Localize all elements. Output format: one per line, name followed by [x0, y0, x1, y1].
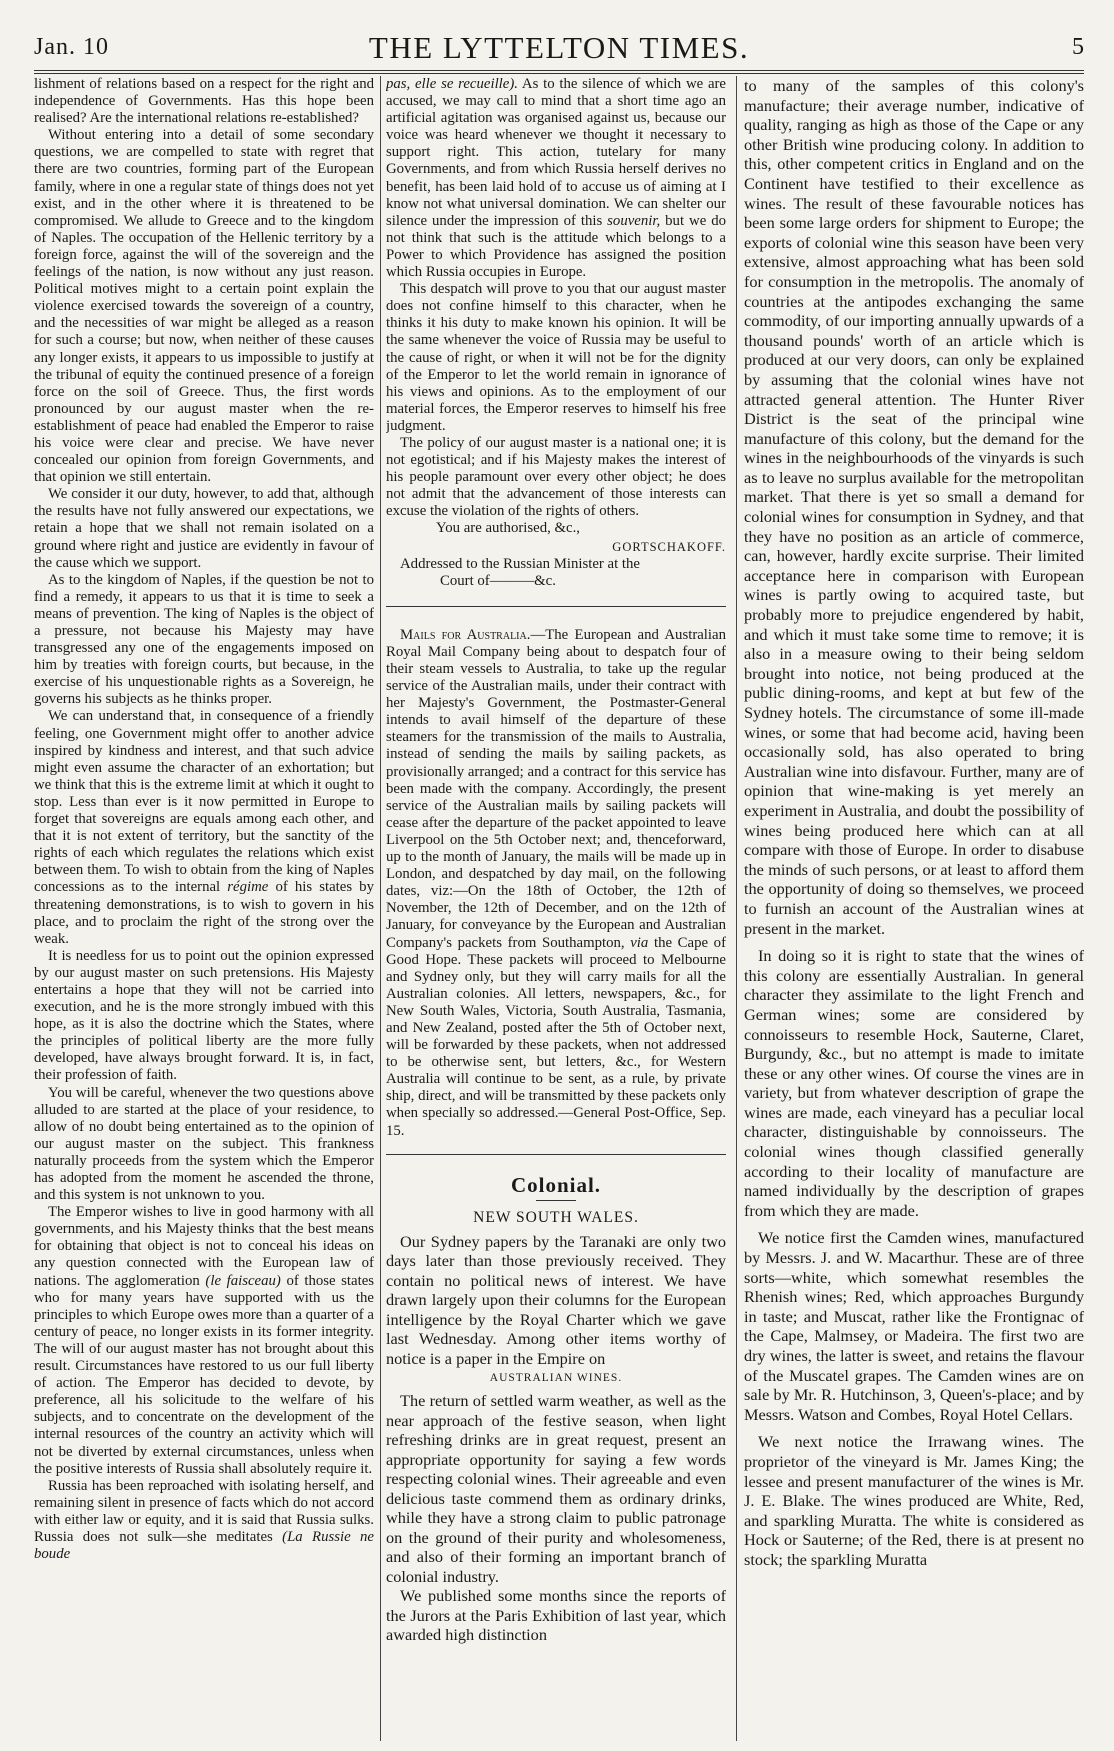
- section-rule: [386, 606, 726, 607]
- paragraph: [386, 627, 726, 1140]
- paragraph: The return of settled warm weather, as well as the near approach of the festive season, when light refreshing drinks are in great request, present an appropriate opportunity for saying a few words respecting colonial wines. Their agreeable and even delicious taste commend them as ordinary drinks, while they have a strong claim to public patronage on the ground of their purity and wholesomeness, and also of their forming an important branch of colonial industry.: [386, 1391, 726, 1586]
- paragraph: The policy of our august master is a national one; it is not egotistical; and if his Majesty makes the interest of his people paramount over every other object; he does not admit that the advancement of those interests can excuse the violation of the rights of others.: [386, 434, 726, 520]
- italic-term: régime: [227, 879, 269, 896]
- italic-term: via: [630, 934, 649, 951]
- column-divider: [736, 76, 737, 1741]
- column-3: [744, 76, 1084, 1746]
- text-run: We can understand that, in consequence of a friendly feeling, one Government might offer to another advice inspired by kindness and interest, and that such advice might even assume the character of an exhortation; but we think that this is the extreme limit at which it ought to stop. Less than ever is it now permitted in Europe to forget that sovereigns are equals among each other, and that it is not extent of territory, but the sanctity of the rights of each which regulates the relations which exist between them. To wish to obtain from the king of Naples concessions as to the internal: [34, 708, 374, 896]
- text-run: of his states by threatening demonstrations, is to wish to govern in his place, and to proclaim the right of the strong over the weak.: [34, 879, 374, 947]
- paragraph: In doing so it is right to state that the wines of this colony are essentially Australian. In general character they assimilate to the light French and German wines; some are considered by connoisseurs to resemble Hock, Sauterne, Claret, Burgundy, &c., but no attempt is made to imitate these or any other wines. Of course the vines are in variety, but from whatever description of grape the wines are made, each vineyard has a peculiar local character, distinguishable by connoisseurs. The colonial wines though classified generally according to their locality of manufacture are named individually by the description of grapes from which they are made.: [744, 946, 1084, 1220]
- paragraph: [34, 708, 374, 947]
- paragraph: Our Sydney papers by the Taranaki are only two days later than those previously received. They contain no political news of interest. We have drawn largely upon their columns for the European intelligence by the Royal Charter which we gave last Wednesday. Among other items worthy of notice is a paper in the Empire on: [386, 1231, 726, 1368]
- paragraph: [34, 1204, 374, 1478]
- page-header: [34, 24, 1084, 70]
- paragraph: to many of the samples of this colony's manufacture; their average number, indicative of quality, ranging as high as those of the Cape or any other British wine producing colony. In addition to this, other competent critics in England and on the Continent have testified to their excellence as wines. The result of these favourable notices has been some large orders for shipment to Europe; the exports of colonial wine this season have been very extensive, almost approaching what has been sold for consumption in the metropolis. The anomaly of countries at the antipodes exchanging the same commodity, of our importing annually upwards of a thousand pounds' worth of an article which is produced at our very doors, can only be explained by assuming that the colonial wines have not attracted general attention. The Hunter River District is the seat of the principal wine manufacture of this colony, but the demand for the wines in the neighbourhoods of the vinyards is such as to leave no surplus available for the metropolitan market. That there is yet so small a demand for colonial wines for consumption in Sydney, and that they have no position as an article of commerce, can, however, hardly excite surprise. Their limited acceptance here in comparison with European wines is partly owing to acquired taste, but probably more to prejudice engendered by habit, and which it must take some time to remove; it is also in a measure owing to their being seldom brought into notice, not being produced at the public dining-rooms, and kept at but few of the Sydney hotels. The circumstance of some ill-made wines, or some that had become acid, having been occasionally sold, has also operated to bring Australian wine into disfavour. Further, many are of opinion that wine-making is yet merely an experiment in Australia, and doubt the possibility of wines being produced here which can at all compare with those of Europe. In order to disabuse the minds of such persons, or at least to afford them the opportunity of doing so themselves, we proceed to furnish an account of the Australian wines at present in the market.: [744, 76, 1084, 938]
- text-run: the Cape of Good Hope. These packets will proceed to Melbourne and Sydney only, but they will carry mails for all the Australian colonies. All letters, newspapers, &c., for New South Wales, Victoria, South Australia, Tasmania, and New Zealand, posted after the 5th of October next, will be forwarded by these packets, when not addressed to be otherwise sent, but letters, &c., for Western Australia will continue to be sent, as a rule, by private ship, direct, and will be transmitted by these packets only when specially so addressed.—General Post-Office, Sep. 15.: [386, 934, 726, 1139]
- address-line: Court of———&c.: [440, 572, 556, 589]
- paragraph: It is needless for us to point out the opinion expressed by our august master on such pretensions. His Majesty entertains a hope that they will not be carried into execution, and he is the more strongly imbued with this hope, as it is also the doctrine which the States, where the principles of political liberty are the more fully developed, have always brought forward. It is, in fact, their profession of faith.: [34, 947, 374, 1084]
- column-2: [386, 76, 726, 1746]
- text-run: —The European and Australian Royal Mail Company being about to despatch four of their steam vessels to Australia, to take up the regular service of the Australian mails, under their contract with her Majesty's Government, the Postmaster-General intends to avail himself of the departure of these steamers for the transmission of the mails to Australia, instead of sending the mails by sailing packets, as provisionally arranged; and a contract for this service has been made with the company. Accordingly, the present service of the Australian mails by sailing packets will cease after the departure of the packet appointed to leave Liverpool on the 5th October next; and, thenceforward, up to the month of January, the mails will be made up in London, and despatched by day mail, on the following dates, viz:—On the 18th of October, the 12th of November, the 12th of December, and on the 12th of January, for conveyance by the European and Australian Company's packets from Southampton,: [386, 626, 726, 951]
- address-line: Addressed to the Russian Minister at the: [400, 555, 641, 572]
- paragraph: We notice first the Camden wines, manufactured by Messrs. J. and W. Macarthur. These are of three sorts—white, which somewhat resembles the Rhenish wines; Red, which approaches Burgundy in taste; and Muscat, rather like the Frontignac of the Cape, Malmsey, or Madeira. The first two are dry wines, the latter is sweet, and retains the flavour of the Muscatel grapes. The Camden wines are on sale by Mr. R. Hutchinson, 3, Queen's-place; and by Messrs. Watson and Combes, Royal Hotel Cellars.: [744, 1228, 1084, 1424]
- issue-date: Jan. 10: [34, 34, 109, 60]
- text-run: Russia has been reproached with isolating herself, and remaining silent in presence of facts which do not accord with either law or equity, and it is said that Russia sulks. Russia does not sulk—she meditates: [34, 1477, 374, 1545]
- paragraph-gap: [744, 1220, 1084, 1228]
- paragraph: lishment of relations based on a respect for the right and independence of Governments. Has this hope been realised? Are the international relations re-established?: [34, 76, 374, 127]
- closing-line: You are authorised, &c.,: [436, 520, 580, 537]
- italic-term: pas, elle se recueille).: [386, 76, 518, 92]
- text-run: The Emperor wishes to live in good harmony with all governments, and his Majesty thinks that the best means for obtaining that object is not to conceal his ideas on any question connected with the European law of nations. The agglomeration: [34, 1204, 374, 1289]
- subheading: NEW SOUTH WALES.: [473, 1208, 639, 1226]
- italic-term: (La Russie ne boude: [34, 1528, 374, 1563]
- article-heading: AUSTRALIAN WINES.: [489, 1372, 623, 1385]
- italic-term: (le faisceau): [205, 1272, 281, 1289]
- paragraph: Without entering into a detail of some secondary questions, we are compelled to state with regret that there are two countries, forming part of the European family, where in one a regular state of things does not yet exist, and in the other where it is threatened to be compromised. We allude to Greece and to the kingdom of Naples. The occupation of the Hellenic territory by a foreign force, against the will of the sovereign and the feelings of the nation, is now without any just reason. Political motives might to a certain point explain the violence exercised towards the sovereign of a country, and the necessities of war might be alleged as a reason for such a course; but now, when neither of these causes any longer exists, it appears to us impossible to justify at the tribunal of equity the continued presence of a foreign force on the soil of Greece. Thus, the first words pronounced by our august master when the re-establishment of peace had enabled the Emperor to raise his voice were clear and precise. We have never concealed our opinion from foreign Governments, and that opinion we still entertain.: [34, 127, 374, 486]
- section-title: Colonial.: [510, 1172, 602, 1197]
- paragraph: We consider it our duty, however, to add that, although the results have not fully answered our expectations, we retain a hope that we shall not remain isolated on a ground where right and justice are evidently in favour of the cause which we support.: [34, 486, 374, 571]
- header-rule: [34, 70, 1084, 71]
- text-run: of those states who for many years have supported with us the principles to which Europe owes more than a quarter of a century of peace, no longer exists in its former integrity. The will of our august master has not brought about this result. Circumstances have restored to us our full liberty of action. The Emperor has decided to devote, by preference, all his solicitude to the welfare of his subjects, and to concentrate on the development of the internal resources of the country an activity which will not be diverted by external circumstances, unless when the positive interests of Russia shall absolutely require it.: [34, 1272, 374, 1477]
- paragraph: We published some months since the reports of the Jurors at the Paris Exhibition of last year, which awarded high distinction: [386, 1586, 726, 1645]
- italic-term: souvenir,: [607, 212, 661, 229]
- paragraph: [34, 1478, 374, 1563]
- text-run: As to the silence of which we are accused, we may call to mind that a short time ago an artificial agitation was organised against us, because our voice was heard whenever we thought it necessary to support right. This action, tutelary for many Governments, and from which Russia herself derives no benefit, has been laid hold of to accuse us of aiming at I know not what universal domination. We can shelter our silence under the impression of this: [386, 76, 726, 229]
- short-rule: [536, 1200, 576, 1201]
- paragraph-gap: [744, 938, 1084, 946]
- paragraph-gap: [744, 1424, 1084, 1432]
- signature: GORTSCHAKOFF.: [612, 539, 726, 554]
- paragraph: This despatch will prove to you that our august master does not confine himself to this character, when he thinks it his duty to make known his opinion. It will be the same whenever the voice of Russia may be useful to the cause of right, or when it will not be for the dignity of the Emperor to let the world remain in ignorance of his views and opinions. As to the employment of our material forces, the Emperor reserves to himself his free judgment.: [386, 281, 726, 434]
- header-rule-double: [34, 73, 1084, 74]
- page-number: 5: [1072, 34, 1084, 60]
- paragraph: [386, 76, 726, 281]
- section-rule: [386, 1154, 726, 1155]
- paragraph: We next notice the Irrawang wines. The proprietor of the vineyard is Mr. James King; the lessee and present manufacturer of the wines is Mr. J. E. Blake. The wines produced are White, Red, and sparkling Muratta. The white is considered as Hock or Sauterne; of the Red, there is at present no stock; the sparkling Muratta: [744, 1432, 1084, 1569]
- newspaper-title: THE LYTTELTON TIMES.: [368, 30, 750, 65]
- text-run: but we do not think that such is the attitude which belongs to a Power to which Providence has assigned the position which Russia occupies in Europe.: [386, 212, 726, 281]
- paragraph: As to the kingdom of Naples, if the question be not to find a remedy, it appears to us that it is time to seek a means of prevention. The king of Naples is the object of a pressure, not because his Majesty may have transgressed any one of the engagements imposed on him by treaties with foreign courts, but because, in the exercise of his unquestionable rights as a Sovereign, he governs his subjects as he thinks proper.: [34, 571, 374, 708]
- column-divider: [380, 76, 381, 1741]
- column-1: [34, 76, 374, 1746]
- run-in-heading: Mails for Australia.: [400, 626, 531, 643]
- paragraph: You will be careful, whenever the two questions above alluded to are started at the place of your residence, to allow of no doubt being entertained as to the opinion of our august master on the subject. This frankness naturally proceeds from the system which the Emperor has adopted from the moment he ascended the throne, and this system is not unknown to you.: [34, 1084, 374, 1204]
